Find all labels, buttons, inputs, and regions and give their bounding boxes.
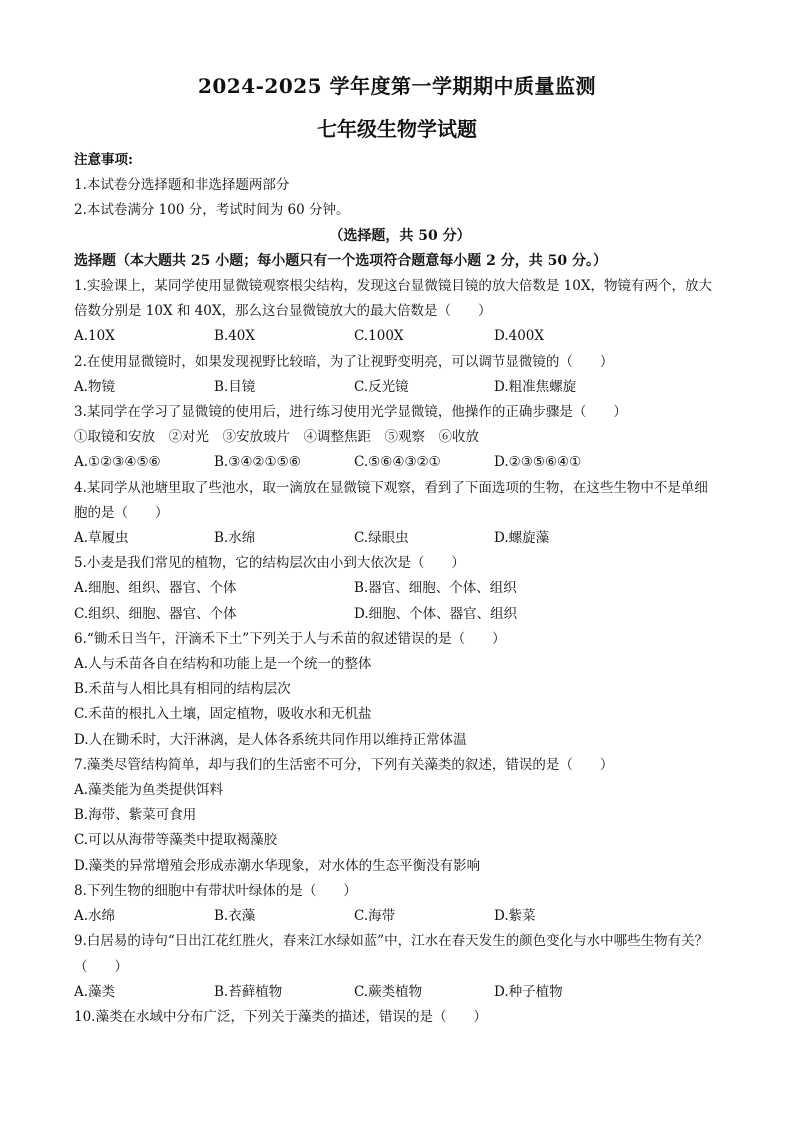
option: A.10X <box>74 328 115 345</box>
option: B.③④②①⑤⑥ <box>214 454 301 471</box>
question-7-text: 7.藻类尽管结构简单，却与我们的生活密不可分，下列有关藻类的叙述，错误的是（ ） <box>74 756 614 773</box>
question-10-text: 10.藻类在水域中分布广泛，下列关于藻类的描述，错误的是（ ） <box>74 1008 487 1025</box>
question-5-text: 5.小麦是我们常见的植物，它的结构层次由小到大依次是（ ） <box>74 555 465 572</box>
option: D.藻类的异常增殖会形成赤潮水华现象，对水体的生态平衡没有影响 <box>74 857 481 874</box>
question-4-text: 4.某同学从池塘里取了些池水，取一滴放在显微镜下观察，看到了下面选项的生物，在这些生物中不是单细 <box>74 479 708 496</box>
question-5-options-row <box>74 576 726 601</box>
question-5-options-row <box>74 602 726 627</box>
option: A.物镜 <box>74 378 116 395</box>
option: C.⑤⑥④③②① <box>354 454 441 471</box>
option: A.人与禾苗各自在结构和功能上是一个统一的整体 <box>74 656 372 673</box>
question-1-text: 倍数分别是 10X 和 40X，那么这台显微镜放大的最大倍数是（ ） <box>74 303 492 320</box>
question-3-steps: ①取镜和安放 ②对光 ③安放玻片 ④调整焦距 ⑤观察 ⑥收放 <box>74 429 479 446</box>
option: D.细胞、个体、器官、组织 <box>354 605 518 622</box>
question-1-text: 1.实验课上，某同学使用显微镜观察根尖结构，发现这台显微镜目镜的放大倍数是 10X，物镜有两个，放大 <box>74 278 712 295</box>
section-label: （选择题，共 50 分） <box>329 227 471 244</box>
section-heading: 选择题（本大题共 25 小题；每小题只有一个选项符合题意每小题 2 分，共 50 分。） <box>74 252 607 269</box>
question-9-options <box>74 980 726 1005</box>
notes-heading: 注意事项: <box>74 152 133 168</box>
option: A.草履虫 <box>74 530 129 547</box>
note-item: 1.本试卷分选择题和非选择题两部分 <box>74 177 290 194</box>
option: D.400X <box>494 328 545 345</box>
option: C.100X <box>354 328 404 345</box>
note-item: 2.本试卷满分 100 分，考试时间为 60 分钟。 <box>74 202 350 219</box>
question-8-text: 8.下列生物的细胞中有带状叶绿体的是（ ） <box>74 882 357 899</box>
exam-title: 2024-2025 学年度第一学期期中质量监测 <box>197 74 597 98</box>
option: D.②③⑤⑥④① <box>494 454 582 471</box>
question-9-text: （ ） <box>74 958 128 975</box>
option: B.苔藓植物 <box>214 983 283 1000</box>
option: C.蕨类植物 <box>354 983 423 1000</box>
option: C.组织、细胞、器官、个体 <box>74 605 237 622</box>
option: D.粗准焦螺旋 <box>494 378 577 395</box>
option: A.①②③④⑤⑥ <box>74 454 161 471</box>
question-3-text: 3.某同学在学习了显微镜的使用后，进行练习使用光学显微镜，他操作的正确步骤是（ ） <box>74 404 627 421</box>
question-2-text: 2.在使用显微镜时，如果发现视野比较暗，为了让视野变明亮，可以调节显微镜的（ ） <box>74 353 614 370</box>
option: A.细胞、组织、器官、个体 <box>74 580 237 597</box>
option: A.水绵 <box>74 908 116 925</box>
option: D.螺旋藻 <box>494 530 550 547</box>
option: C.可以从海带等藻类中提取褐藻胶 <box>74 832 278 849</box>
question-6-text: 6.“锄禾日当午，汗滴禾下土”下列关于人与禾苗的叙述错误的是（ ） <box>74 630 506 647</box>
option: B.禾苗与人相比具有相同的结构层次 <box>74 681 291 698</box>
option: D.种子植物 <box>494 983 563 1000</box>
exam-content <box>74 148 726 1030</box>
option: C.海带 <box>354 908 396 925</box>
option: B.目镜 <box>214 378 256 395</box>
question-3-options <box>74 450 726 475</box>
option: B.海带、紫菜可食用 <box>74 807 197 824</box>
question-4-options <box>74 526 726 551</box>
question-4-text: 胞的是（ ） <box>74 504 169 521</box>
exam-subtitle: 七年级生物学试题 <box>317 117 477 141</box>
option: C.禾苗的根扎入土壤，固定植物，吸收水和无机盐 <box>74 706 372 723</box>
option: B.器官、细胞、个体、组织 <box>354 580 517 597</box>
option: B.水绵 <box>214 530 256 547</box>
option: B.40X <box>214 328 256 345</box>
option: A.藻类 <box>74 983 116 1000</box>
question-2-options <box>74 375 726 400</box>
option: C.反光镜 <box>354 378 409 395</box>
option: C.绿眼虫 <box>354 530 409 547</box>
option: D.紫菜 <box>494 908 536 925</box>
question-1-options <box>74 324 726 349</box>
option: D.人在锄禾时，大汗淋漓，是人体各系统共同作用以维持正常体温 <box>74 731 467 748</box>
question-8-options <box>74 904 726 929</box>
question-9-text: 9.白居易的诗句“日出江花红胜火，春来江水绿如蓝”中，江水在春天发生的颜色变化与水中哪些生物有关？ <box>74 933 709 950</box>
option: A.藻类能为鱼类提供饵料 <box>74 782 224 799</box>
option: B.衣藻 <box>214 908 256 925</box>
